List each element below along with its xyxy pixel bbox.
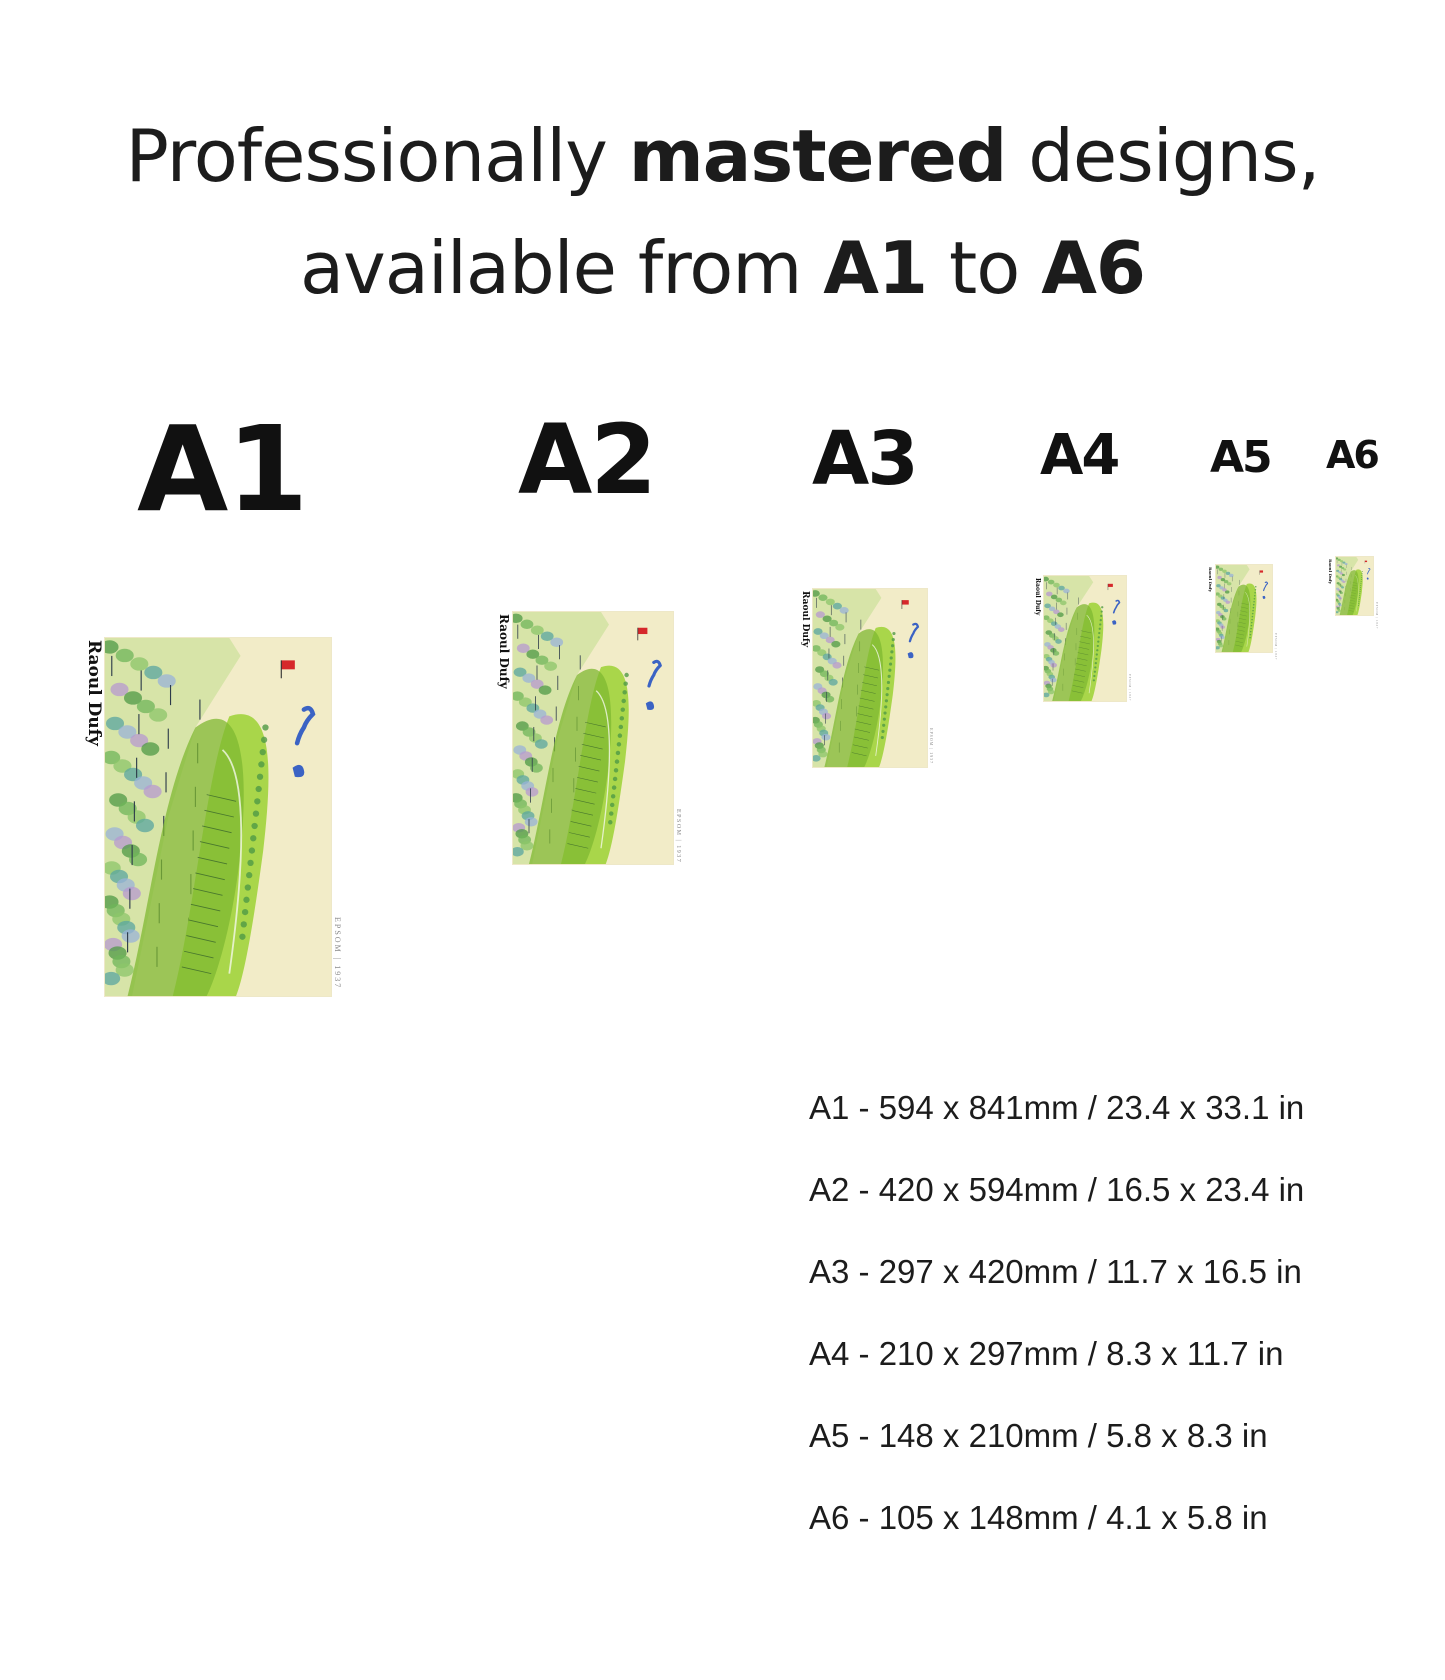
poster-a1-signature: Raoul Dufy	[84, 640, 104, 746]
poster-a3-signature: Raoul Dufy	[800, 591, 810, 648]
poster-a1-artwork	[105, 638, 331, 996]
poster-a6-caption: EPSOM | 1937	[1375, 602, 1379, 630]
poster-a3-artwork	[813, 589, 927, 767]
headline	[0, 100, 1445, 324]
poster-a1-caption: EPSOM | 1937	[333, 917, 342, 990]
headline-emphasis-a1: A1	[823, 226, 928, 310]
poster-a6-signature: Raoul Dufy	[1328, 559, 1333, 584]
headline-emphasis-a6: A6	[1041, 226, 1146, 310]
poster-a4-artwork	[1044, 576, 1126, 701]
spec-a6: A6 - 105 x 148mm / 4.1 x 5.8 in	[809, 1499, 1268, 1536]
spec-a4: A4 - 210 x 297mm / 8.3 x 11.7 in	[809, 1335, 1284, 1372]
poster-a5-artwork	[1216, 565, 1272, 652]
size-label-a1: A1	[137, 400, 307, 538]
headline-line-1: Professionally mastered designs,	[125, 114, 1320, 198]
poster-a4-signature: Raoul Dufy	[1034, 578, 1041, 616]
headline-emphasis-mastered: mastered	[628, 114, 1007, 198]
poster-a4-caption: EPSOM | 1937	[1128, 673, 1132, 701]
spec-a2: A2 - 420 x 594mm / 16.5 x 23.4 in	[809, 1171, 1305, 1208]
size-label-a6: A6	[1326, 433, 1378, 477]
poster-a2-signature: Raoul Dufy	[497, 614, 511, 689]
size-specs-list	[809, 1088, 1304, 1580]
poster-a2-caption: EPSOM | 1937	[675, 808, 681, 863]
poster-a2-artwork	[513, 612, 673, 864]
size-label-a2: A2	[518, 404, 656, 516]
poster-a6-artwork	[1336, 557, 1373, 615]
poster-a5-caption: EPSOM | 1937	[1274, 632, 1278, 660]
size-label-a5: A5	[1210, 432, 1271, 483]
size-label-a4: A4	[1040, 423, 1119, 488]
size-label-a3: A3	[812, 416, 917, 502]
headline-line-2: available from A1 to A6	[299, 226, 1146, 310]
poster-a3-caption: EPSOM | 1937	[929, 727, 934, 764]
spec-a3: A3 - 297 x 420mm / 11.7 x 16.5 in	[809, 1253, 1302, 1290]
spec-a1: A1 - 594 x 841mm / 23.4 x 33.1 in	[809, 1089, 1305, 1126]
poster-a5-signature: Raoul Dufy	[1208, 567, 1213, 592]
spec-a5: A5 - 148 x 210mm / 5.8 x 8.3 in	[809, 1417, 1268, 1454]
